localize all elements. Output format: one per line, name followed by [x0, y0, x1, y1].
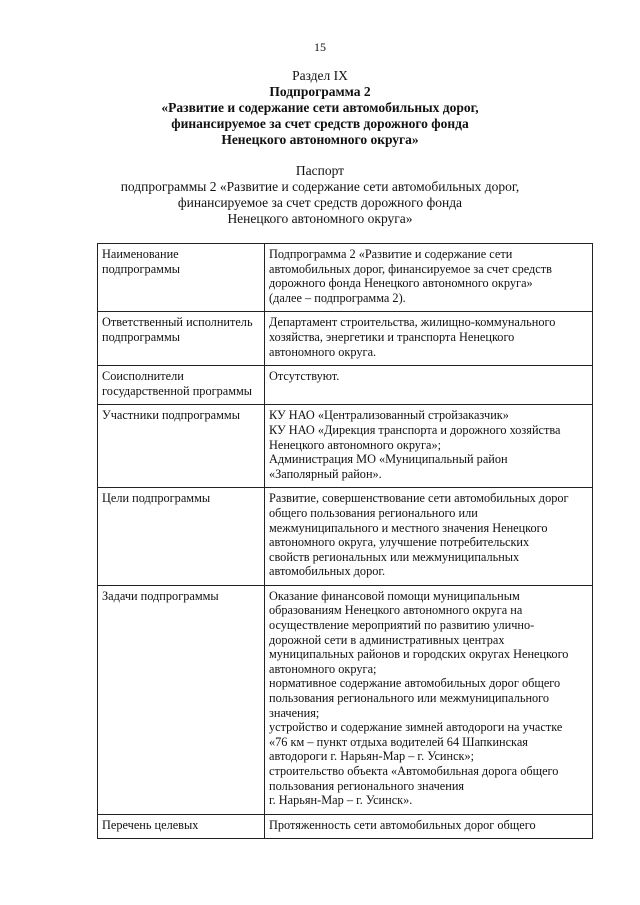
row-label: [98, 488, 265, 586]
row-value: [265, 405, 593, 488]
program-name-line: Ненецкого автономного округа»: [221, 132, 419, 147]
passport-table: [97, 243, 593, 839]
table-row: [98, 244, 593, 312]
row-value-line: Ненецкого автономного округа»;: [269, 437, 442, 452]
row-value: [265, 585, 593, 814]
row-label-line: Задачи подпрограммы: [102, 588, 219, 603]
row-value-line: пользования регионального или межмуниципального: [269, 691, 550, 706]
row-label-line: государственной программы: [102, 383, 253, 398]
row-value-line: Отсутствуют.: [269, 369, 340, 384]
row-value-line: пользования регионального значения: [269, 778, 465, 793]
row-value-line: Департамент строительства, жилищно-коммунального: [269, 315, 556, 330]
passport-title: Паспорт: [295, 163, 345, 178]
row-value-line: Подпрограмма 2 «Развитие и содержание сети: [269, 247, 513, 261]
row-label-line: подпрограммы: [102, 329, 180, 344]
row-label-line: Ответственный исполнитель: [102, 315, 253, 330]
table-row: [98, 312, 593, 366]
row-value: [265, 488, 593, 586]
row-value-line: «76 км – пункт отдыха водителей 64 Шапкинская: [269, 734, 528, 749]
row-value-line: свойств региональных или межмуниципальных: [269, 549, 520, 564]
row-label: [98, 244, 265, 312]
table-row: [98, 585, 593, 814]
row-label-line: Участники подпрограммы: [102, 408, 240, 423]
table-row: [98, 405, 593, 488]
row-value-line: (далее – подпрограмма 2).: [269, 290, 406, 305]
row-value: [265, 312, 593, 366]
row-value-line: Оказание финансовой помощи муниципальным: [269, 588, 520, 603]
row-value-line: строительство объекта «Автомобильная дорога общего: [269, 764, 559, 778]
row-value-line: автономного округа, улучшение потребительских: [269, 535, 530, 550]
program-name-line: «Развитие и содержание сети автомобильных дорог,: [161, 100, 479, 115]
row-value-line: межмуниципального и местного значения Ненецкого: [269, 520, 548, 535]
row-label: [98, 405, 265, 488]
passport-heading: [0, 163, 640, 227]
row-value-line: значения;: [269, 705, 320, 720]
row-value-line: общего пользования регионального или: [269, 505, 478, 520]
passport-subtitle-line: финансируемое за счет средств дорожного фонда: [177, 195, 463, 210]
row-value: [265, 366, 593, 405]
row-value-line: дорожной сети в административных центрах: [269, 632, 505, 647]
table-row: [98, 366, 593, 405]
passport-subtitle-line: подпрограммы 2 «Развитие и содержание сети автомобильных дорог,: [120, 179, 520, 194]
row-value-line: «Заполярный район».: [269, 466, 382, 481]
row-value-line: образованиям Ненецкого автономного округа на: [269, 603, 523, 618]
row-value-line: Развитие, совершенствование сети автомобильных дорог: [269, 491, 569, 506]
row-value-line: муниципальных районов и городских округах Ненецкого: [269, 647, 569, 662]
row-label-line: Наименование: [102, 247, 179, 261]
row-value-line: хозяйства, энергетики и транспорта Ненецкого: [269, 329, 515, 344]
row-value-line: г. Нарьян-Мар – г. Усинск».: [269, 793, 413, 808]
row-label-line: Цели подпрограммы: [102, 491, 211, 506]
row-value-line: осуществление мероприятий по развитию улично-: [269, 618, 535, 633]
row-value-line: автомобильных дорог.: [269, 564, 386, 579]
page-number: 15: [314, 40, 326, 54]
passport-subtitle-line: Ненецкого автономного округа»: [227, 211, 413, 226]
row-value-line: устройство и содержание зимней автодороги на участке: [269, 720, 563, 735]
row-value-line: автомобильных дорог, финансируемое за счет средств: [269, 261, 552, 276]
section-heading: [0, 68, 640, 148]
row-value-line: КУ НАО «Централизованный стройзаказчик»: [269, 408, 509, 423]
row-label: [98, 366, 265, 405]
row-value-line: автодороги г. Нарьян-Мар – г. Усинск»;: [269, 749, 475, 764]
row-label: [98, 585, 265, 814]
row-label-line: Перечень целевых: [102, 817, 199, 832]
row-value-line: автономного округа;: [269, 661, 377, 676]
row-value-line: нормативное содержание автомобильных дорог общего: [269, 676, 561, 691]
table-row: [98, 814, 593, 839]
row-value-line: Протяженность сети автомобильных дорог общего: [269, 817, 536, 832]
row-label: [98, 312, 265, 366]
row-value-line: КУ НАО «Дирекция транспорта и дорожного хозяйства: [269, 422, 561, 437]
row-label-line: Соисполнители: [102, 369, 184, 384]
row-label: [98, 814, 265, 839]
row-value: [265, 814, 593, 839]
program-title: Подпрограмма 2: [269, 84, 371, 99]
row-value: [265, 244, 593, 312]
program-name-line: финансируемое за счет средств дорожного фонда: [171, 116, 469, 131]
section-title: Раздел IX: [292, 68, 348, 83]
row-value-line: дорожного фонда Ненецкого автономного округа»: [269, 276, 533, 291]
row-value-line: автономного округа.: [269, 344, 377, 359]
table-row: [98, 488, 593, 586]
row-label-line: подпрограммы: [102, 261, 180, 276]
row-value-line: Администрация МО «Муниципальный район: [269, 452, 508, 467]
